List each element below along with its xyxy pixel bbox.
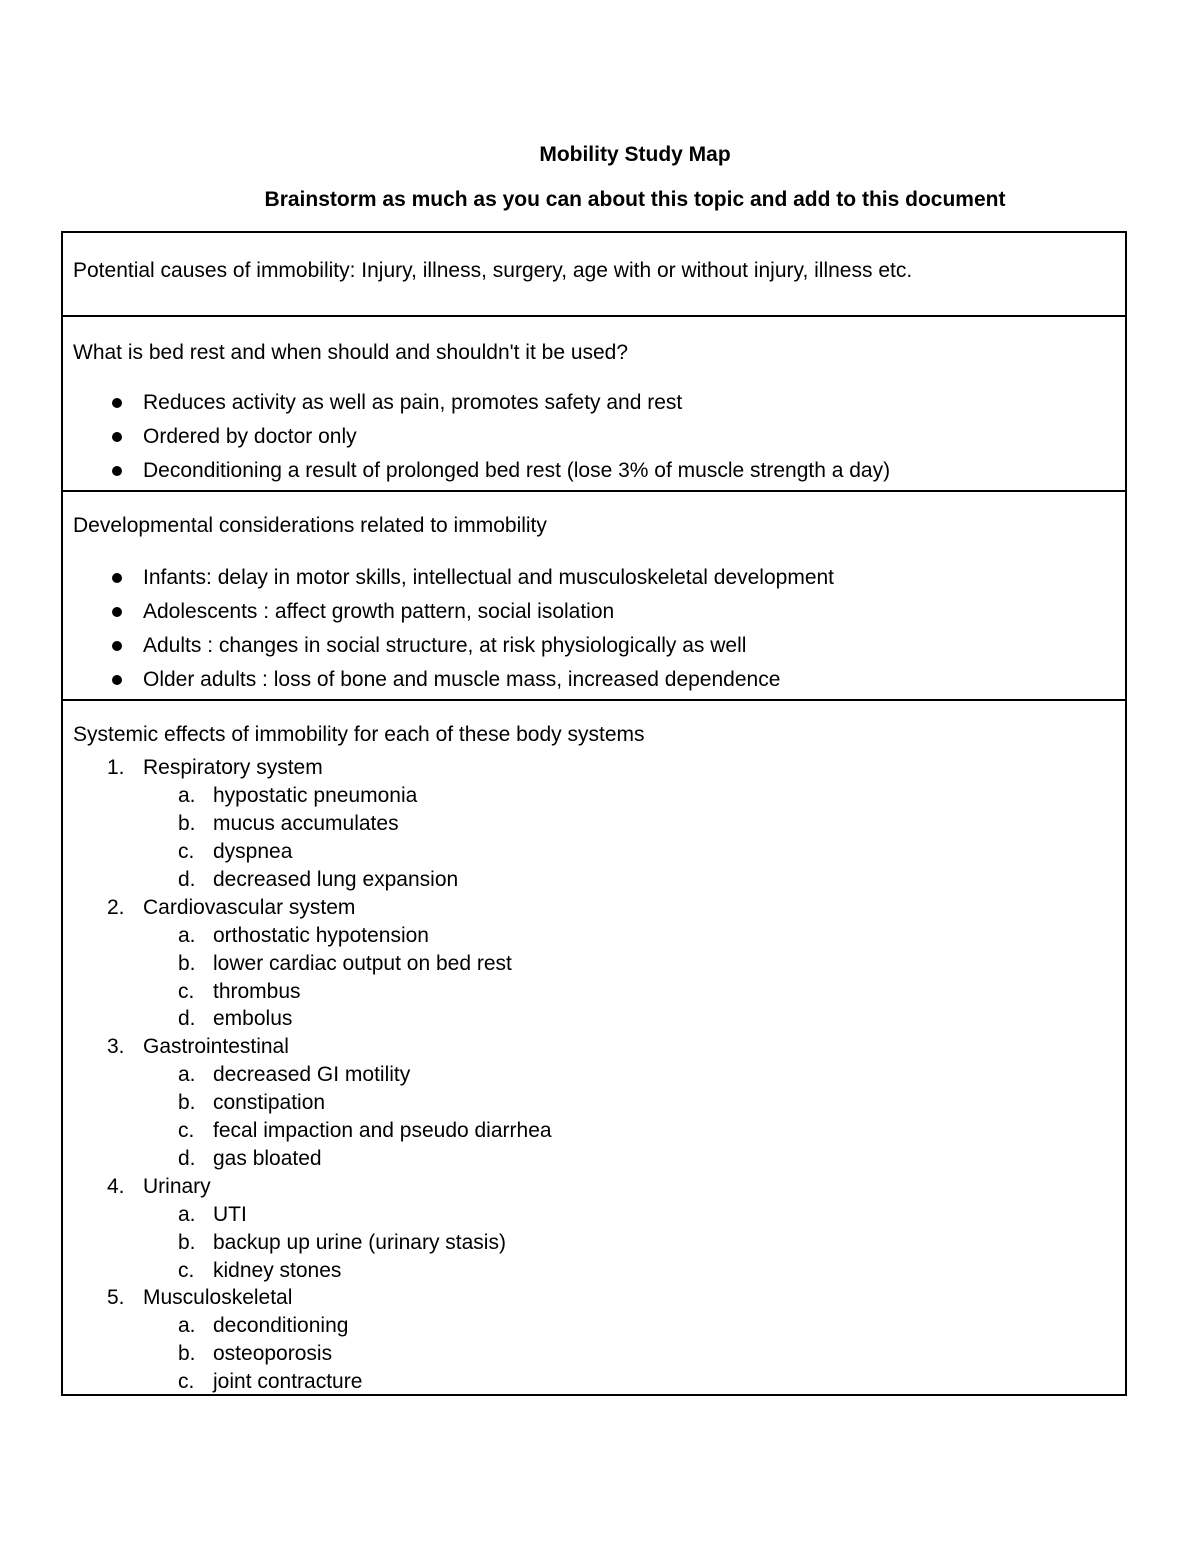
system-marker: 5. — [107, 1286, 125, 1309]
effect-item: fecal impaction and pseudo diarrhea — [213, 1119, 552, 1142]
effect-marker: a. — [178, 924, 196, 947]
effect-item: orthostatic hypotension — [213, 924, 429, 947]
bullet-icon — [112, 573, 122, 583]
system-marker: 4. — [107, 1175, 125, 1198]
bed-rest-bullet: Reduces activity as well as pain, promotes safety and rest — [143, 391, 683, 414]
developmental-section — [63, 490, 1125, 700]
system-name: Cardiovascular system — [143, 896, 356, 919]
effect-item: gas bloated — [213, 1147, 322, 1170]
developmental-bullet: Older adults : loss of bone and muscle mass, increased dependence — [143, 668, 781, 691]
system-name: Urinary — [143, 1175, 211, 1198]
system-marker: 3. — [107, 1035, 125, 1058]
effect-item: lower cardiac output on bed rest — [213, 952, 512, 975]
effect-marker: b. — [178, 952, 196, 975]
systemic-heading: Systemic effects of immobility for each of these body systems — [73, 723, 645, 746]
document-subtitle: Brainstorm as much as you can about this topic and add to this document — [264, 188, 1006, 211]
effect-marker: b. — [178, 1231, 196, 1254]
effect-marker: b. — [178, 1342, 196, 1365]
effect-item: hypostatic pneumonia — [213, 784, 418, 807]
effect-marker: c. — [178, 1119, 195, 1142]
system-name: Musculoskeletal — [143, 1286, 293, 1309]
effect-item: thrombus — [213, 980, 301, 1003]
effect-marker: a. — [178, 784, 196, 807]
developmental-heading: Developmental considerations related to immobility — [73, 514, 547, 537]
effect-marker: c. — [178, 980, 195, 1003]
effect-marker: d. — [178, 1147, 196, 1170]
causes-text: Potential causes of immobility: Injury, illness, surgery, age with or without injury, illness etc. — [73, 259, 913, 282]
developmental-bullet: Infants: delay in motor skills, intellectual and musculoskeletal development — [143, 566, 835, 589]
system-name: Respiratory system — [143, 756, 323, 779]
document-title: Mobility Study Map — [539, 143, 731, 166]
bed-rest-bullet: Deconditioning a result of prolonged bed rest (lose 3% of muscle strength a day) — [143, 459, 891, 482]
effect-item: dyspnea — [213, 840, 293, 863]
effect-marker: b. — [178, 1091, 196, 1114]
effect-marker: c. — [178, 840, 195, 863]
bullet-icon — [112, 675, 122, 685]
bullet-icon — [112, 432, 122, 442]
bed-rest-heading: What is bed rest and when should and shouldn't it be used? — [73, 341, 629, 364]
effect-item: mucus accumulates — [213, 812, 399, 835]
effect-item: UTI — [213, 1203, 247, 1226]
effect-marker: d. — [178, 868, 196, 891]
bullet-icon — [112, 398, 122, 408]
bed-rest-section — [63, 315, 1125, 491]
effect-item: decreased lung expansion — [213, 868, 459, 891]
effect-marker: a. — [178, 1314, 196, 1337]
developmental-bullet: Adolescents : affect growth pattern, social isolation — [143, 600, 615, 623]
study-map-table — [61, 231, 1127, 1396]
effect-marker: a. — [178, 1203, 196, 1226]
system-name: Gastrointestinal — [143, 1035, 289, 1058]
developmental-bullet: Adults : changes in social structure, at risk physiologically as well — [143, 634, 747, 657]
effect-marker: c. — [178, 1259, 195, 1282]
causes-section — [63, 233, 1125, 316]
effect-item: deconditioning — [213, 1314, 349, 1337]
bullet-icon — [112, 466, 122, 476]
effect-item: decreased GI motility — [213, 1063, 411, 1086]
effect-marker: c. — [178, 1370, 195, 1393]
effect-item: osteoporosis — [213, 1342, 333, 1365]
effect-marker: a. — [178, 1063, 196, 1086]
bed-rest-bullet: Ordered by doctor only — [143, 425, 357, 448]
effect-marker: b. — [178, 812, 196, 835]
effect-item: constipation — [213, 1091, 326, 1114]
effect-item: embolus — [213, 1007, 293, 1030]
effect-marker: d. — [178, 1007, 196, 1030]
effect-item: kidney stones — [213, 1259, 342, 1282]
bullet-icon — [112, 641, 122, 651]
system-marker: 1. — [107, 756, 125, 779]
effect-item: joint contracture — [213, 1370, 363, 1393]
systemic-effects-section — [63, 699, 1125, 1396]
bullet-icon — [112, 607, 122, 617]
system-marker: 2. — [107, 896, 125, 919]
effect-item: backup up urine (urinary stasis) — [213, 1231, 506, 1254]
